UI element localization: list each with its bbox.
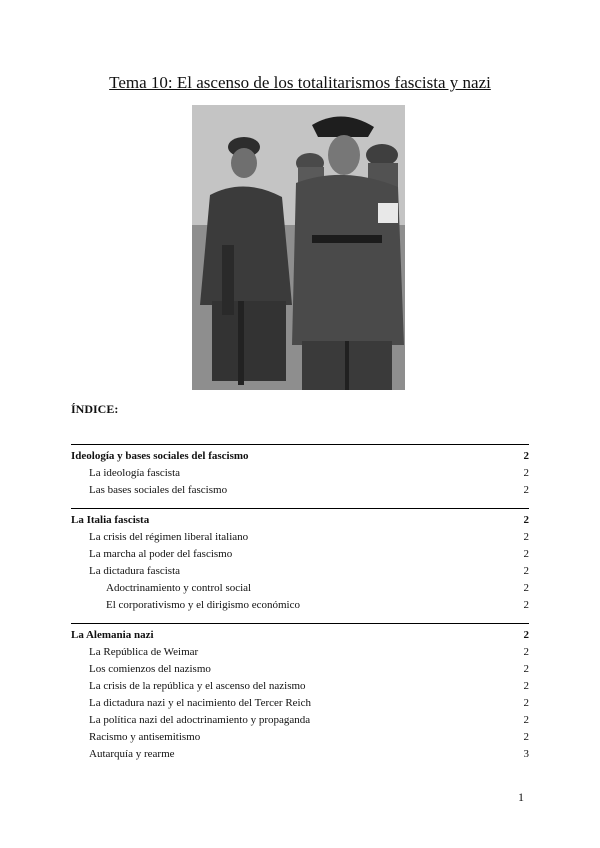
photo-illustration: [192, 105, 405, 390]
toc-entry[interactable]: La marcha al poder del fascismo 2: [89, 548, 529, 560]
toc-section-heading[interactable]: Ideología y bases sociales del fascismo 2: [71, 450, 529, 462]
toc-entry[interactable]: Racismo y antisemitismo 2: [89, 731, 529, 743]
page-number: 1: [518, 790, 524, 804]
toc-subentry[interactable]: El corporativismo y el dirigismo económico 2: [106, 599, 529, 611]
toc-entry[interactable]: La ideología fascista 2: [89, 467, 529, 479]
toc-entry[interactable]: Las bases sociales del fascismo 2: [89, 484, 529, 496]
index-heading: ÍNDICE:: [71, 402, 119, 416]
toc-entry[interactable]: Autarquía y rearme 3: [89, 748, 529, 760]
toc-entry[interactable]: La República de Weimar 2: [89, 646, 529, 658]
toc-entry[interactable]: La crisis del régimen liberal italiano 2: [89, 531, 529, 543]
toc-entry[interactable]: La dictadura fascista 2: [89, 565, 529, 577]
toc-section: [71, 623, 529, 763]
toc-entry[interactable]: La política nazi del adoctrinamiento y propaganda 2: [89, 714, 529, 726]
historical-photo: [192, 105, 405, 390]
toc-section-heading[interactable]: La Alemania nazi 2: [71, 629, 529, 641]
toc-entry[interactable]: La dictadura nazi y el nacimiento del Tercer Reich 2: [89, 697, 529, 709]
toc-section: [71, 508, 529, 614]
toc-subentry[interactable]: Adoctrinamiento y control social 2: [106, 582, 529, 594]
toc-entry[interactable]: La crisis de la república y el ascenso del nazismo 2: [89, 680, 529, 692]
table-of-contents: [71, 444, 529, 763]
toc-section-heading[interactable]: La Italia fascista 2: [71, 514, 529, 526]
toc-section: [71, 444, 529, 499]
document-title: Tema 10: El ascenso de los totalitarismos fascista y nazi: [109, 73, 491, 92]
toc-entry[interactable]: Los comienzos del nazismo 2: [89, 663, 529, 675]
